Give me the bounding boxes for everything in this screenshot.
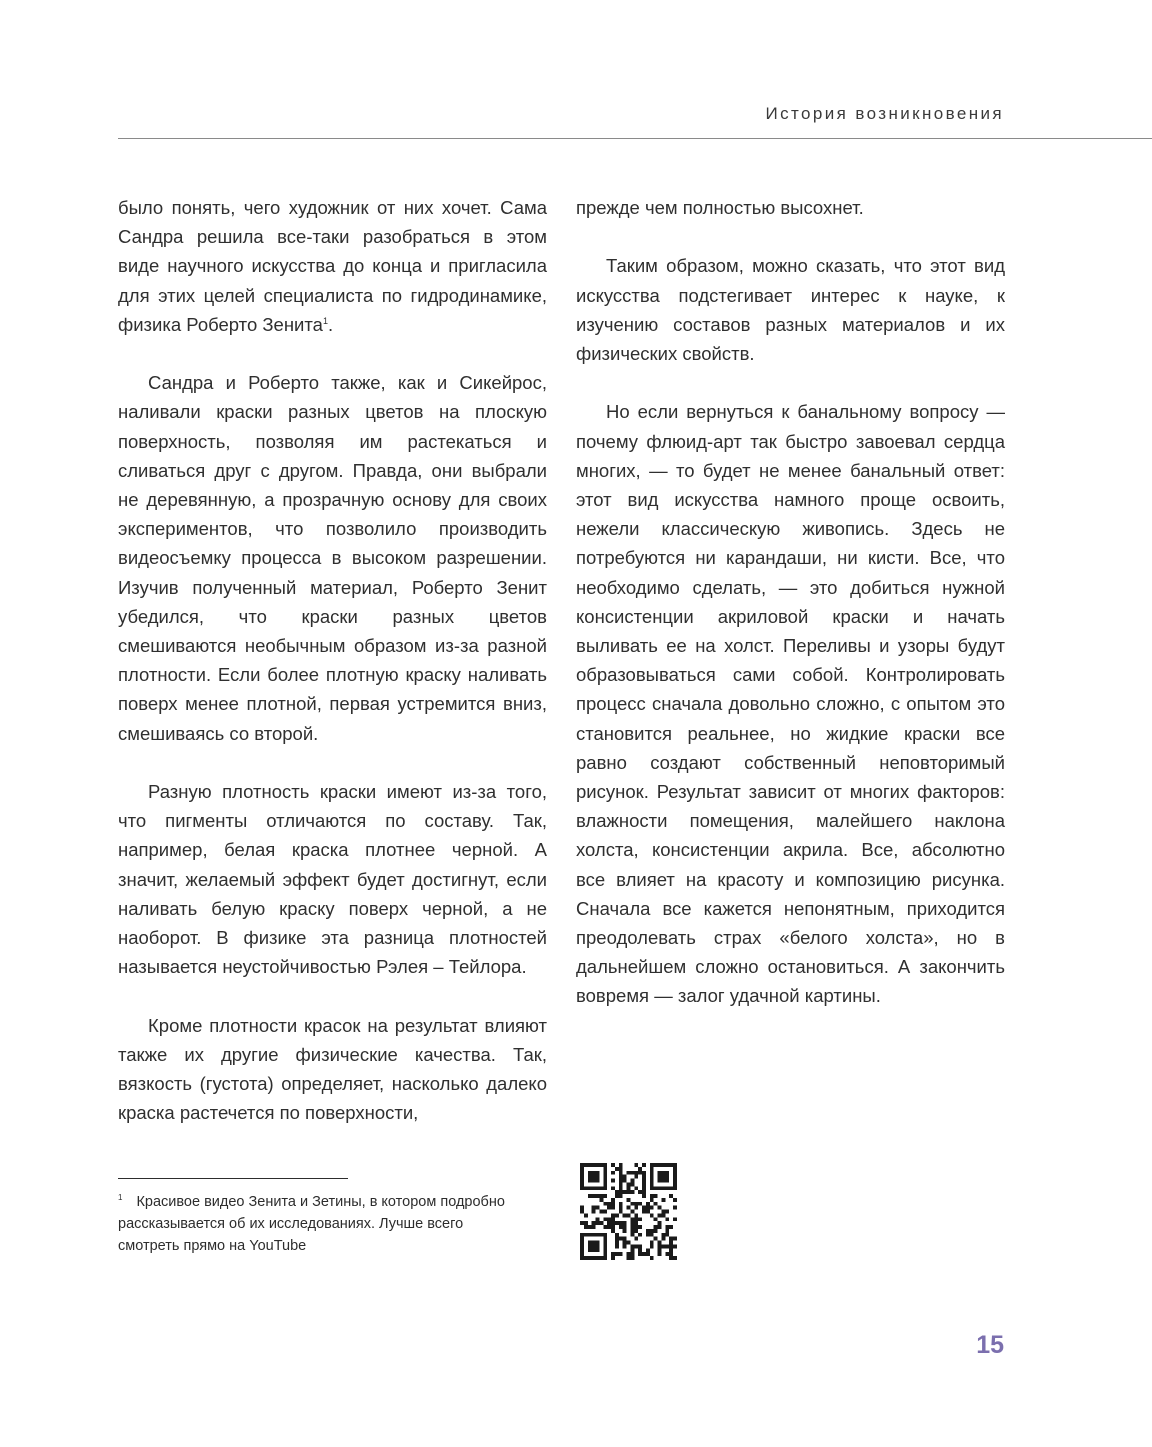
footnote-text: Красивое видео Зенита и Зетины, в котором подробно рассказывается об их исследованиях. Лучше всего смотреть прямо на YouTube bbox=[118, 1194, 505, 1254]
paragraph: было понять, чего художник от них хочет. Сама Сандра решила все-таки разобраться в этом виде научного искусства до конца и пригласила для этих целей специалиста по гидродинамике, физика Роберто Зенита$^1$. bbox=[118, 197, 547, 335]
paragraph: Таким образом, можно сказать, что этот вид искусства подстегивает интерес к науке, к изучению составов разных материалов и их физических свойств. bbox=[576, 255, 1005, 364]
right-column bbox=[576, 193, 1005, 1040]
footnote-divider bbox=[118, 1178, 348, 1179]
paragraph: Сандра и Роберто также, как и Сикейрос, наливали краски разных цветов на плоскую поверхность, позволяя им растекаться и сливаться друг с другом. Правда, они выбрали не деревянную, а прозрачную основу для своих экспериментов, что позволило производить видеосъемку процесса в высоком разрешении. Изучив полученный материал, Роберто Зенит убедился, что краски разных цветов смешиваются необычным образом из-за разной плотности. Если более плотную краску наливать поверх менее плотной, первая устремится вниз, смешиваясь со второй. bbox=[118, 372, 547, 744]
footnote-reference[interactable]: 1 bbox=[322, 315, 328, 326]
left-column bbox=[118, 193, 547, 1157]
page-number: 15 bbox=[976, 1331, 1004, 1359]
running-header: История возникновения bbox=[765, 104, 1004, 123]
paragraph: Разную плотность краски имеют из-за того, что пигменты отличаются по составу. Так, например, белая краска плотнее черной. А значит, желаемый эффект будет достигнут, если наливать белую краску поверх черной, а не наоборот. В физике эта разница плотностей называется неустойчивостью Рэлея – Тейлора. bbox=[118, 781, 547, 978]
paragraph: Кроме плотности красок на результат влияют также их другие физические качества. Так, вязкость (густота) определяет, насколько далеко краска растечется по поверхности, bbox=[118, 1014, 547, 1124]
footnote bbox=[118, 1191, 518, 1257]
qr-code-icon[interactable] bbox=[580, 1163, 677, 1260]
paragraph: Но если вернуться к банальному вопросу — почему флюид-арт так быстро завоевал сердца многих, — то будет не менее банальный ответ: этот вид искусства намного проще освоить, нежели классическую живопись. Здесь не потребуются ни карандаши, ни кисти. Все, что необходимо сделать, — это добиться нужной консистенции акриловой краски и начать выливать ее на холст. Переливы и узоры будут образовываться сами собой. Контролировать процесс сначала довольно сложно, с опытом это становится реальнее, но жидкие краски все равно создают собственный неповторимый рисунок. Результат зависит от многих факторов: влажности помещения, малейшего наклона холста, консистенции акрила. Все, абсолютно все влияет на красоту и композицию рисунка. Сначала все кажется непонятным, приходится преодолевать страх «белого холста», но в дальнейшем сложно остановиться. А закончить вовремя — залог удачной картины. bbox=[576, 401, 1005, 1007]
footnote-mark: 1 bbox=[118, 1193, 123, 1203]
paragraph: прежде чем полностью высохнет. bbox=[576, 197, 864, 218]
header-divider bbox=[118, 138, 1152, 139]
paragraph-text: было понять, чего художник от них хочет. Сама Сандра решила все-таки разобраться в этом виде научного искусства до конца и пригласила для этих целей специалиста по гидродинамике, физика Роберто Зенита bbox=[118, 197, 547, 335]
